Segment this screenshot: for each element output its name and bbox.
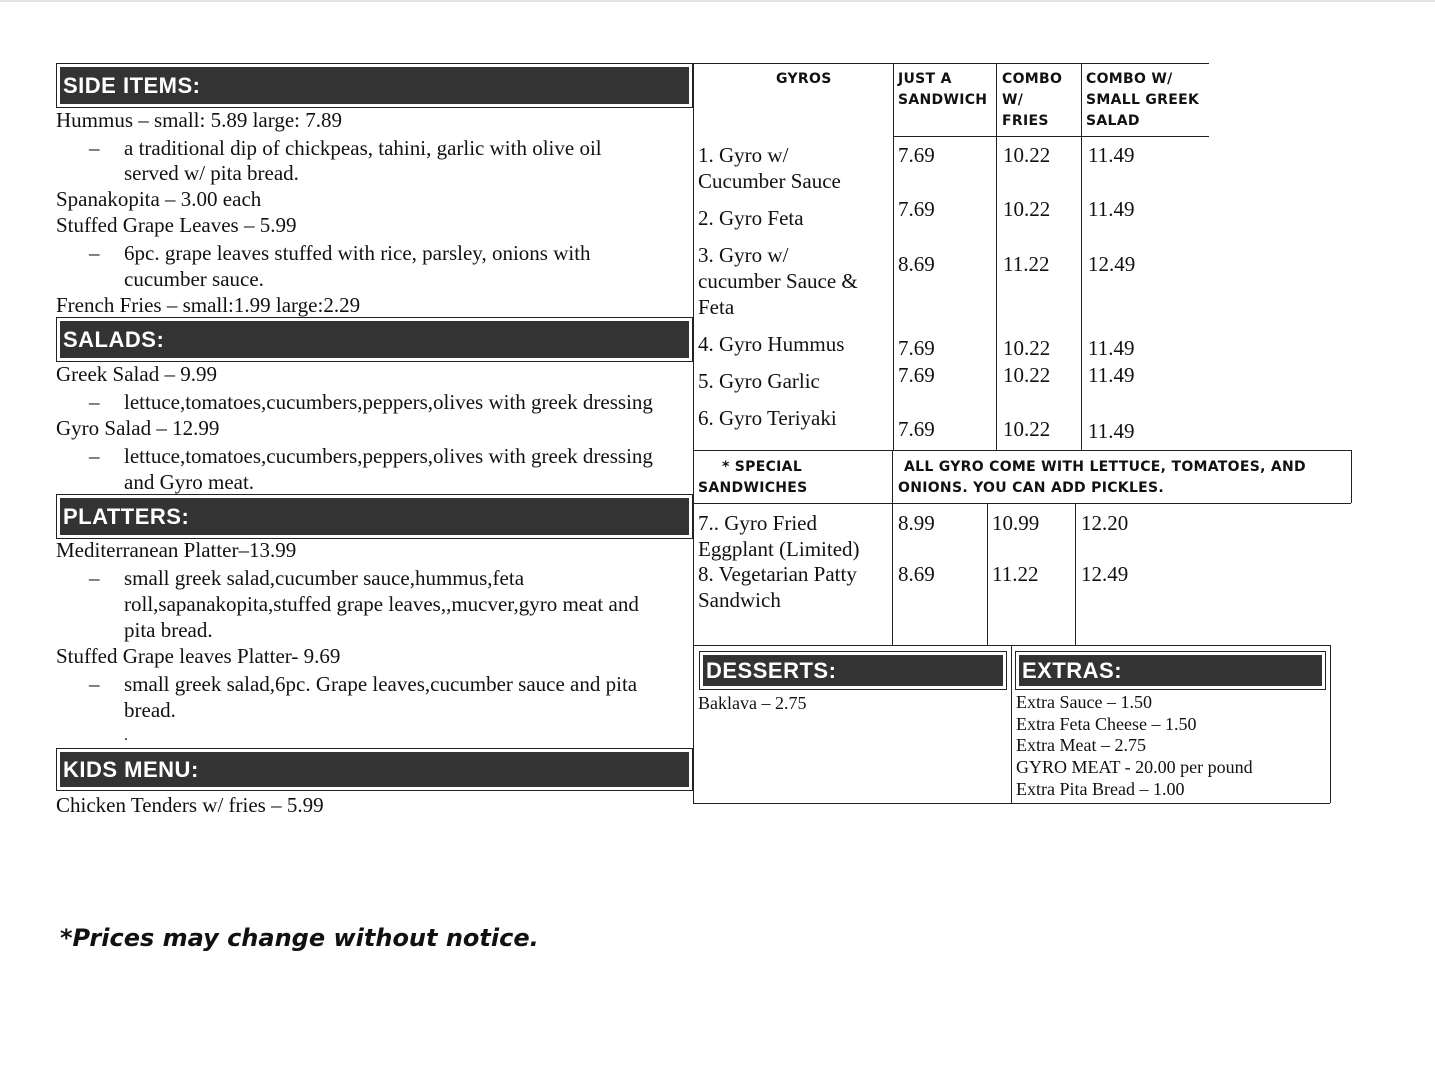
hummus-description: served w/ pita bread. (124, 161, 299, 185)
extras-item: Extra Feta Cheese – 1.50 (1016, 714, 1197, 734)
box-bottom-border (693, 803, 1330, 804)
price-sandwich: 8.69 (898, 562, 935, 586)
note-line: ALL GYRO COME WITH LETTUCE, TOMATOES, AND (904, 459, 1306, 475)
special-name: 7.. Gyro Fried (698, 511, 817, 535)
price-combo-salad: 12.49 (1088, 252, 1136, 276)
price-combo-fries: 11.22 (1003, 252, 1050, 276)
column-divider (893, 63, 894, 450)
baklava-item: Baklava – 2.75 (698, 693, 807, 713)
price-sandwich: 7.69 (898, 363, 935, 387)
gyro-salad-item: Gyro Salad – 12.99 (56, 416, 220, 440)
side-items-header (56, 63, 693, 108)
mediterranean-platter-description: roll,sapanakopita,stuffed grape leaves,,mucver,gyro meat and (124, 592, 639, 616)
hummus-description: a traditional dip of chickpeas, tahini, garlic with olive oil (124, 136, 602, 160)
price-combo-salad: 11.49 (1088, 336, 1135, 360)
col-header-line: COMBO (1002, 71, 1063, 87)
column-divider (892, 450, 893, 645)
desserts-header (699, 651, 1007, 690)
gyro-toppings-note (898, 457, 1306, 499)
price-sandwich: 7.69 (898, 336, 935, 360)
gyro-salad-description: and Gyro meat. (124, 470, 255, 494)
extras-header (1015, 651, 1326, 690)
gyro-name: 5. Gyro Garlic (698, 369, 820, 393)
table-top-border (693, 63, 1209, 64)
col-header-sandwich (898, 69, 987, 111)
price-combo-salad: 11.49 (1088, 363, 1135, 387)
desserts-title: DESSERTS: (703, 655, 1003, 686)
gyro-name: 1. Gyro w/ (698, 143, 789, 167)
bullet-dash: – (89, 136, 100, 160)
extras-item: GYRO MEAT - 20.00 per pound (1016, 757, 1253, 777)
salads-header (56, 317, 693, 362)
note-box-bottom-border (693, 503, 1351, 504)
grape-leaves-description: cucumber sauce. (124, 267, 264, 291)
col-header-line: FRIES (1002, 113, 1049, 129)
bullet-dash: – (89, 444, 100, 468)
special-label-line: SANDWICHES (698, 480, 808, 496)
column-divider (987, 503, 988, 645)
bullet-dash: – (89, 390, 100, 414)
grape-leaves-item: Stuffed Grape Leaves – 5.99 (56, 213, 297, 237)
grape-leaves-platter-item: Stuffed Grape leaves Platter- 9.69 (56, 644, 341, 668)
spanakopita-item: Spanakopita – 3.00 each (56, 187, 262, 211)
price-combo-salad: 11.49 (1088, 197, 1135, 221)
mediterranean-platter-description: pita bread. (124, 618, 213, 642)
price-sandwich: 7.69 (898, 197, 935, 221)
greek-salad-description: lettuce,tomatoes,cucumbers,peppers,olives with greek dressing (124, 390, 653, 414)
column-divider (1075, 503, 1076, 645)
side-items-title: SIDE ITEMS: (60, 67, 689, 104)
gyro-name: 3. Gyro w/ (698, 243, 789, 267)
specials-row-top-border (693, 450, 1351, 451)
gyro-name: Cucumber Sauce (698, 169, 841, 193)
price-sandwich: 7.69 (898, 417, 935, 441)
kids-menu-header (56, 748, 693, 791)
chicken-tenders-item: Chicken Tenders w/ fries – 5.99 (56, 793, 324, 817)
salads-title: SALADS: (60, 321, 689, 358)
kids-menu-title: KIDS MENU: (60, 752, 689, 787)
col-header-combo-fries (1002, 69, 1062, 132)
platters-title: PLATTERS: (60, 498, 689, 535)
french-fries-item: French Fries – small:1.99 large:2.29 (56, 293, 361, 317)
bullet-dash: – (89, 672, 100, 696)
price-combo-fries: 10.22 (1003, 143, 1051, 167)
column-divider (996, 63, 997, 450)
column-divider (1081, 63, 1082, 450)
price-combo-fries: 10.99 (992, 511, 1040, 535)
gyro-name: 4. Gyro Hummus (698, 332, 845, 356)
price-combo-salad: 12.20 (1081, 511, 1129, 535)
box-left-border (693, 645, 694, 803)
col-header-line: W/ (1002, 92, 1024, 108)
special-label-line: * SPECIAL (722, 459, 803, 475)
note-line: ONIONS. YOU CAN ADD PICKLES. (898, 480, 1165, 496)
extras-item: Extra Pita Bread – 1.00 (1016, 779, 1185, 799)
col-header-combo-salad (1086, 69, 1199, 132)
price-combo-fries: 10.22 (1003, 363, 1051, 387)
grape-leaves-platter-description: bread. (124, 698, 176, 722)
col-header-line: SANDWICH (898, 92, 988, 108)
page-top-edge (0, 0, 1435, 2)
bullet-dash: – (89, 241, 100, 265)
price-combo-fries: 10.22 (1003, 336, 1051, 360)
price-sandwich: 8.99 (898, 511, 935, 535)
table-header-bottom-border (893, 136, 1209, 137)
special-name: 8. Vegetarian Patty (698, 562, 857, 586)
grape-leaves-platter-description: small greek salad,6pc. Grape leaves,cucumber sauce and pita (124, 672, 638, 696)
platters-header (56, 494, 693, 539)
price-combo-fries: 11.22 (992, 562, 1039, 586)
bullet-dash: – (89, 566, 100, 590)
col-header-line: COMBO W/ (1086, 71, 1173, 87)
col-header-line: SMALL GREEK (1086, 92, 1200, 108)
gyro-salad-description: lettuce,tomatoes,cucumbers,peppers,olives with greek dressing (124, 444, 653, 468)
extras-item: Extra Sauce – 1.50 (1016, 692, 1152, 712)
price-combo-salad: 11.49 (1088, 419, 1135, 443)
hummus-item: Hummus – small: 5.89 large: 7.89 (56, 108, 343, 132)
gyro-name: Feta (698, 295, 735, 319)
special-name: Sandwich (698, 588, 781, 612)
extras-item: Extra Meat – 2.75 (1016, 735, 1146, 755)
extras-title: EXTRAS: (1019, 655, 1322, 686)
price-combo-fries: 10.22 (1003, 417, 1051, 441)
greek-salad-item: Greek Salad – 9.99 (56, 362, 217, 386)
price-combo-salad: 12.49 (1081, 562, 1129, 586)
price-sandwich: 7.69 (898, 143, 935, 167)
box-right-border (1330, 645, 1331, 803)
special-sandwiches-label (698, 457, 808, 499)
stray-dot: . (124, 727, 128, 744)
mediterranean-platter-description: small greek salad,cucumber sauce,hummus,feta (124, 566, 525, 590)
prices-notice: *Prices may change without notice. (60, 924, 539, 952)
box-divider (1011, 645, 1012, 803)
col-header-line: SALAD (1086, 113, 1140, 129)
col-header-line: JUST A (898, 71, 952, 87)
price-sandwich: 8.69 (898, 252, 935, 276)
mediterranean-platter-item: Mediterranean Platter–13.99 (56, 538, 297, 562)
price-combo-fries: 10.22 (1003, 197, 1051, 221)
grape-leaves-description: 6pc. grape leaves stuffed with rice, parsley, onions with (124, 241, 591, 265)
table-left-border (693, 63, 694, 645)
col-header-gyros: GYROS (776, 71, 832, 87)
price-combo-salad: 11.49 (1088, 143, 1135, 167)
note-box-right-border (1351, 450, 1352, 503)
gyro-name: 6. Gyro Teriyaki (698, 406, 837, 430)
gyro-name: 2. Gyro Feta (698, 206, 804, 230)
special-name: Eggplant (Limited) (698, 537, 860, 561)
gyro-name: cucumber Sauce & (698, 269, 858, 293)
